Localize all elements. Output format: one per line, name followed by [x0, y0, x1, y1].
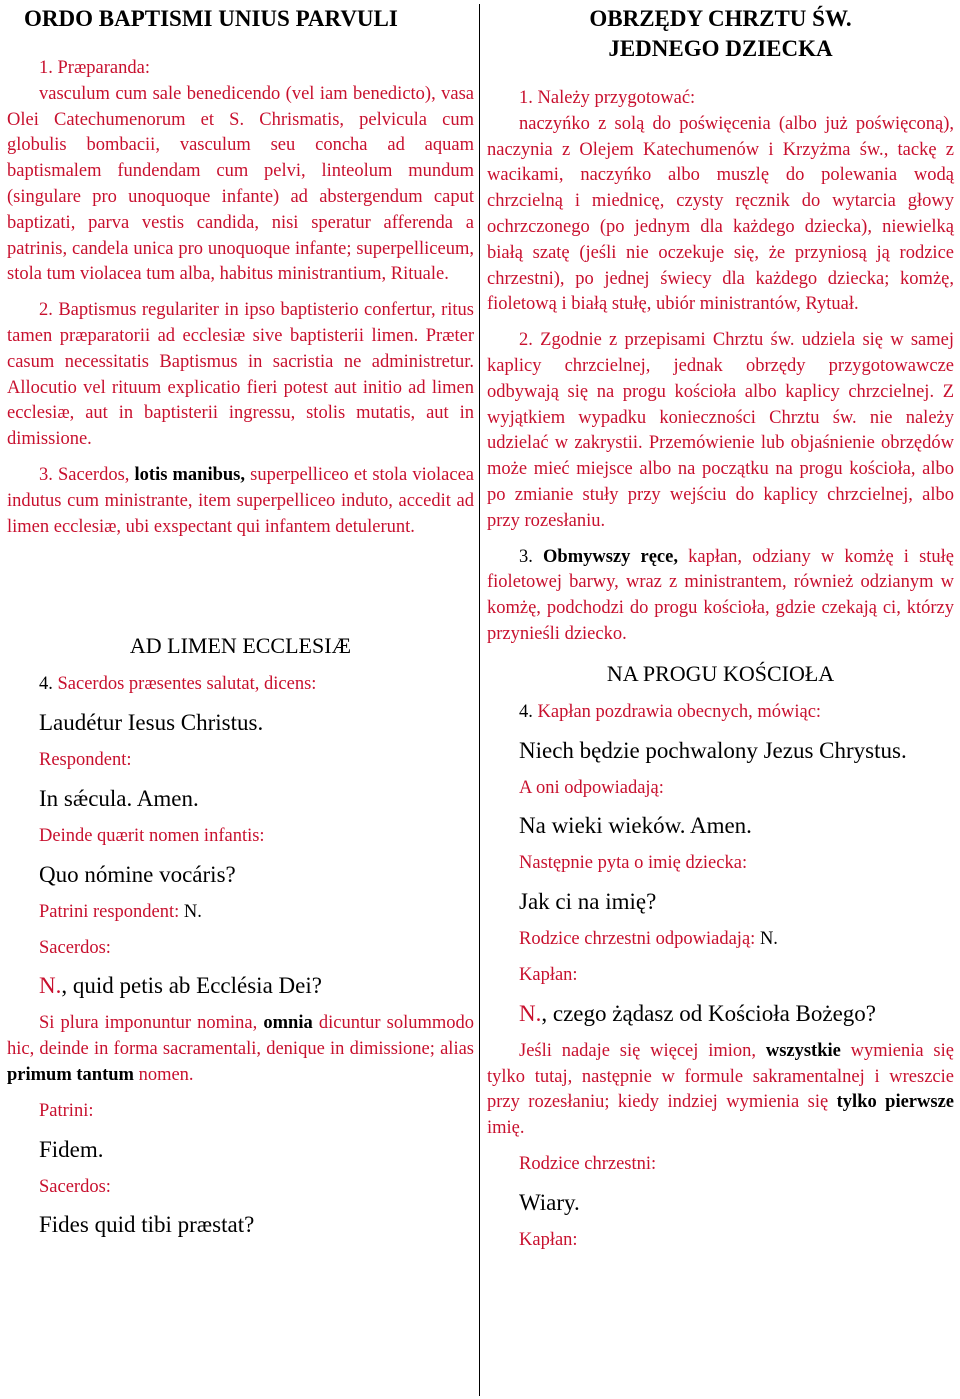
rubric-priest: Sacerdos:: [39, 937, 111, 958]
item-3-text: 3. Sacerdos, lotis manibus, superpelliceo et stola violacea indutus cum ministrante, item superpelliceo induto, accedit ad limen ecclesiæ, ubi exspectant qui infantem detulerunt.: [7, 464, 474, 537]
section-heading-pl: NA PROGU KOŚCIOŁA: [606, 660, 835, 686]
rubric-priest-2-pl: Kapłan:: [519, 1229, 578, 1250]
versicle-1-pl: Niech będzie pochwalony Jezus Chrystus.: [519, 737, 907, 763]
item-2-text: 2. Baptismus regulariter in ipso baptisterio confertur, ritus tamen præparatorii ad ecclesiæ sive baptisterii limen. Præter casum necessitatis Baptismus in sacristia ne administretur. Allocutio vel rituum explicatio fieri potest aut initio ad limen ecclesiæ, aut in baptisterii ingressu, stolis mutatis, aut in dimissione.: [7, 300, 475, 450]
response-faith-pl: Wiary.: [519, 1189, 580, 1215]
versicle-1: Laudétur Iesus Christus.: [39, 710, 264, 736]
rubric-godparents: Patrini respondent: N.: [39, 901, 202, 922]
column-divider: [479, 4, 480, 1396]
page-title-pl-1: OBRZĘDY CHRZTU ŚW.: [589, 6, 852, 31]
rubric-name-question: Deinde quærit nomen infantis:: [39, 825, 265, 846]
rubric-names: Si plura imponuntur nomina, omnia dicuntur solummodo hic, deinde in forma sacramentali, denique in dimissione; alias primum tantum nomen.: [7, 1013, 475, 1085]
response-1-pl: Na wieki wieków. Amen.: [519, 813, 752, 839]
item-1-text-pl: naczyńko z solą do poświęcenia (albo już poświęconą), naczynia z Olejem Katechumenów i Krzyżma św., tackę z wacikami, naczyńko albo muszlę do polewania wodą chrzcielną i miednicę, czysty ręcznik do wytarcia głowy ochrzczonego (po jednym dla każdego dziecka), niewielką białą szatę (jeśli nie oczekuje się, że przyniosą ją rodzice chrzestni), po jednej świecy dla każdego dziecka; komżę, fioletową i białą stułę, ubiór ministrantów, Rytuał.: [487, 113, 954, 315]
rubric-names-pl: Jeśli nadaje się więcej imion, wszystkie wymienia się tylko tutaj, następnie w formule sakramentalnej i wreszcie przy rozesłaniu; kiedy indziej wymienia się tylko pierwsze imię.: [487, 1040, 955, 1139]
polish-column: [487, 0, 954, 1254]
rubric-priest-pl: Kapłan:: [519, 964, 578, 985]
rubric-respondent: Respondent:: [39, 750, 132, 771]
section-heading: AD LIMEN ECCLESIÆ: [129, 633, 352, 659]
item-2-text-pl: 2. Zgodnie z przepisami Chrztu św. udziela się w samej kaplicy chrzcielnej, jednak obrzędy przygotowawcze odbywają się na progu kościoła albo kaplicy chrzcielnej. Z wyjątkiem wypadku konieczności Chrztu św. nie należy udzielać w zakrystii. Przemówienie lub objaśnienie obrzędów może mieć miejsce albo na początku na progu kościoła, albo po zmianie stuły przy wejściu do kaplicy chrzcielnej, albo przy rozesłaniu.: [487, 330, 955, 531]
item-1-label-pl: 1. Należy przygotować:: [519, 88, 696, 108]
response-faith: Fidem.: [39, 1136, 104, 1162]
item-4-rubric-pl: 4. Kapłan pozdrawia obecnych, mówiąc:: [519, 701, 822, 722]
rubric-priest-2: Sacerdos:: [39, 1176, 111, 1197]
item-4-rubric: 4. Sacerdos præsentes salutat, dicens:: [39, 674, 317, 695]
item-3-text-pl: 3. Obmywszy ręce, kapłan, odziany w komżę i stułę fioletowej barwy, wraz z ministrantem, również odzianym w komżę, podchodzi do progu kościoła, gdzie czekają ci, którzy przynieśli dziecko.: [487, 546, 955, 644]
versicle-petition-pl: N., czego żądasz od Kościoła Bożego?: [519, 1000, 877, 1026]
page-title: ORDO BAPTISMI UNIUS PARVULI: [24, 6, 398, 31]
versicle-name: Quo nómine vocáris?: [39, 861, 236, 887]
latin-column: [7, 0, 474, 1240]
item-1-label: 1. Præparanda:: [39, 58, 150, 78]
rubric-godparents-2-pl: Rodzice chrzestni:: [519, 1153, 657, 1174]
versicle-name-pl: Jak ci na imię?: [519, 889, 657, 915]
versicle-petition: N., quid petis ab Ecclésia Dei?: [39, 973, 322, 999]
page-title-pl-2: JEDNEGO DZIECKA: [608, 36, 833, 61]
rubric-godparents-2: Patrini:: [39, 1100, 94, 1121]
response-1: In sǽcula. Amen.: [39, 785, 199, 811]
item-1-text: vasculum cum sale benedicendo (vel iam benedicto), vasa Olei Catechumenorum et S. Chrismatis, pelvicula cum globulis bombacii, vasculum seu concha ad aquam baptismalem fundendam cum pelvi, linteolum mundum (singulare pro unoquoque infante) ad abstergendum caput baptizati, parva vestis candida, nisi speratur afferenda a patrinis, candela unica pro unoquoque infante; superpelliceum, stola tum violacea tum alba, habitus ministrantium, Rituale.: [7, 83, 474, 285]
versicle-faith-question: Fides quid tibi præstat?: [39, 1212, 255, 1238]
rubric-respondent-pl: A oni odpowiadają:: [519, 777, 664, 798]
rubric-name-question-pl: Następnie pyta o imię dziecka:: [519, 853, 748, 874]
rubric-godparents-pl: Rodzice chrzestni odpowiadają: N.: [519, 929, 778, 950]
